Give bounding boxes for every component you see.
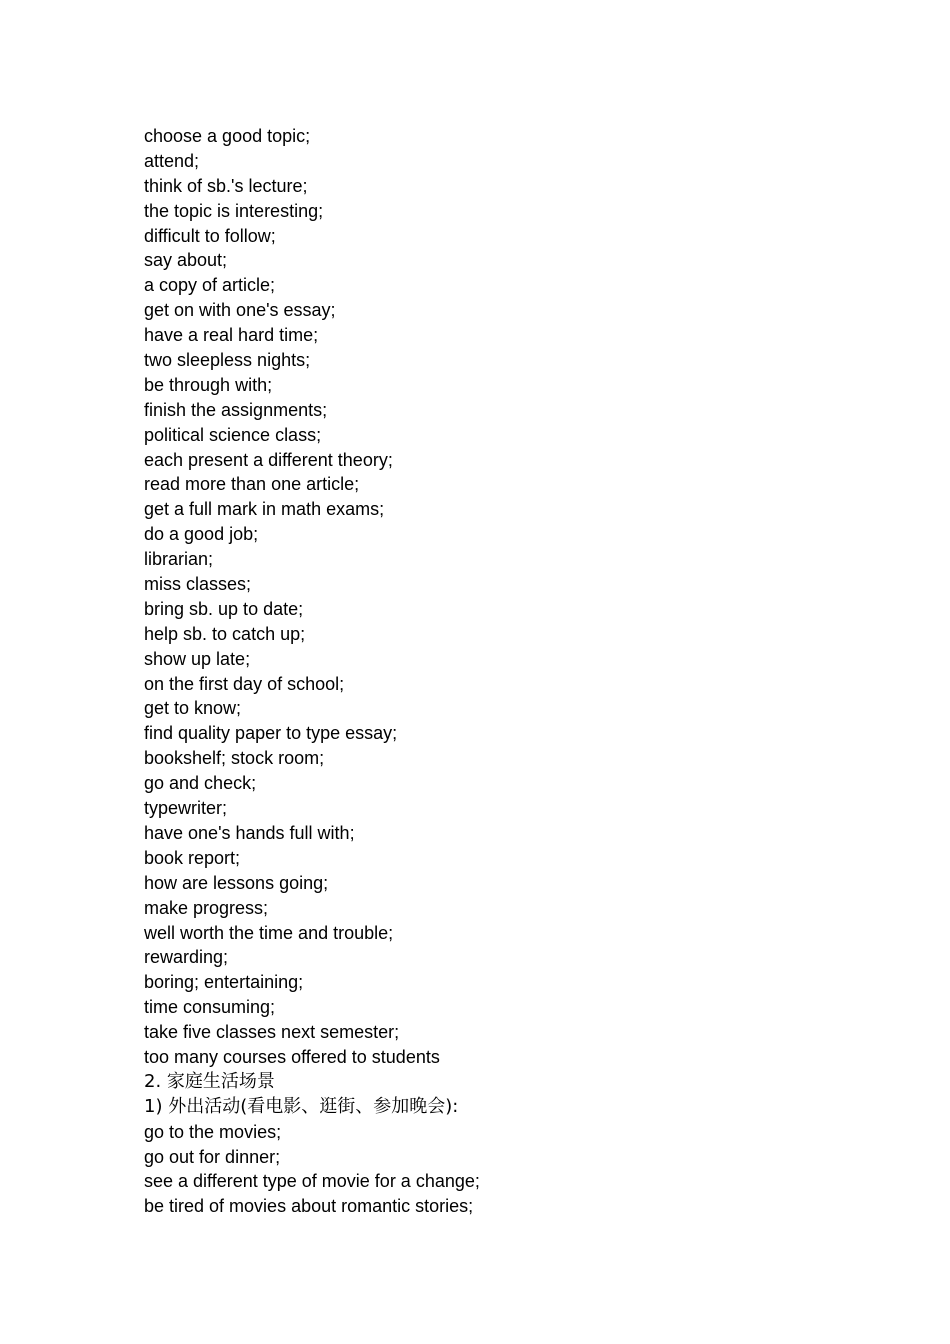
text-line: have one's hands full with; <box>144 822 355 843</box>
text-line: political science class; <box>144 424 322 445</box>
text-line: go and check; <box>144 773 257 794</box>
text-line: get on with one's essay; <box>144 300 336 321</box>
text-line: rewarding; <box>144 947 229 968</box>
text-line: a copy of article; <box>144 275 276 296</box>
text-line: typewriter; <box>144 798 228 819</box>
text-line: take five classes next semester; <box>144 1022 400 1043</box>
text-line: say about; <box>144 250 228 271</box>
text-line: book report; <box>144 847 241 868</box>
text-line: help sb. to catch up; <box>144 623 306 644</box>
subsection-heading: 1) 外出活动(看电影、逛街、参加晚会): <box>144 1095 459 1117</box>
text-line: do a good job; <box>144 524 259 545</box>
text-line: each present a different theory; <box>144 449 393 470</box>
text-line: go out for dinner; <box>144 1146 281 1167</box>
text-line: have a real hard time; <box>144 325 319 346</box>
text-line: get to know; <box>144 698 242 719</box>
text-line: find quality paper to type essay; <box>144 723 398 744</box>
text-line: how are lessons going; <box>144 872 329 893</box>
text-line: miss classes; <box>144 574 252 595</box>
section-heading: 2. 家庭生活场景 <box>144 1070 275 1092</box>
text-line: be through with; <box>144 374 273 395</box>
text-line: difficult to follow; <box>144 225 276 246</box>
text-line: think of sb.'s lecture; <box>144 175 308 196</box>
text-line: get a full mark in math exams; <box>144 499 385 520</box>
text-body <box>144 124 904 1219</box>
text-line: well worth the time and trouble; <box>144 922 394 943</box>
text-line: librarian; <box>144 549 214 570</box>
text-line: make progress; <box>144 897 269 918</box>
text-line: on the first day of school; <box>144 673 345 694</box>
text-line: the topic is interesting; <box>144 200 324 221</box>
text-line: be tired of movies about romantic stories; <box>144 1196 474 1217</box>
text-line: finish the assignments; <box>144 399 328 420</box>
text-line: read more than one article; <box>144 474 360 495</box>
text-line: bring sb. up to date; <box>144 598 304 619</box>
text-line: choose a good topic; <box>144 126 311 146</box>
text-line: two sleepless nights; <box>144 350 311 371</box>
text-line: go to the movies; <box>144 1121 282 1142</box>
text-line: boring; entertaining; <box>144 972 304 993</box>
text-line: show up late; <box>144 648 251 669</box>
text-line: too many courses offered to students <box>144 1046 440 1067</box>
text-line: attend; <box>144 150 200 171</box>
text-line: bookshelf; stock room; <box>144 748 325 769</box>
text-line: time consuming; <box>144 997 276 1018</box>
text-line: see a different type of movie for a change; <box>144 1171 480 1192</box>
